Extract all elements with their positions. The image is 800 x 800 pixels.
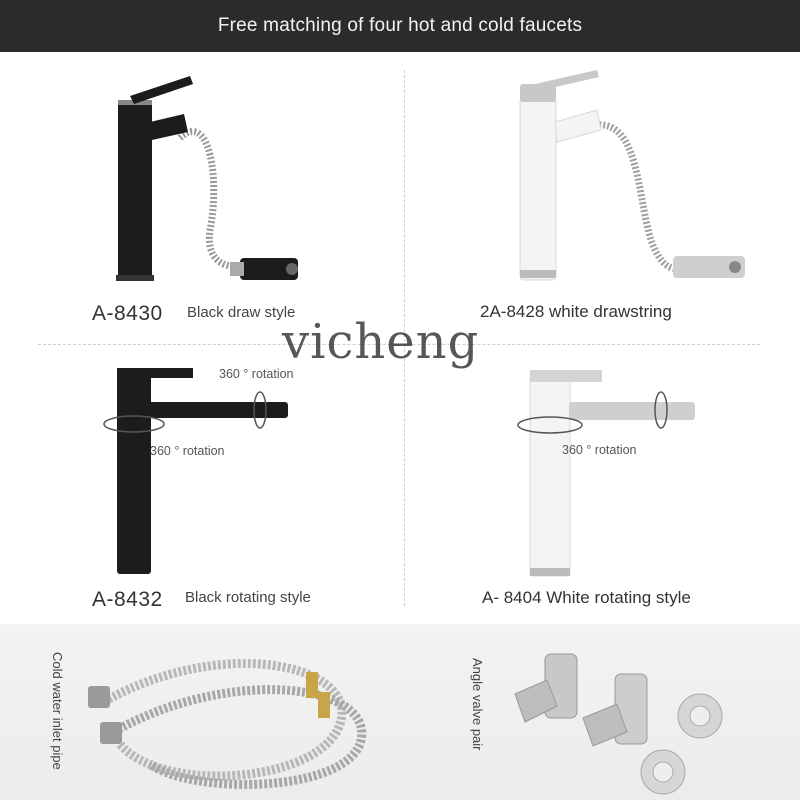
angle-valve-label: Angle valve pair	[470, 658, 485, 751]
product-1-model: A-8430	[92, 302, 163, 325]
product-grid	[0, 52, 800, 624]
accessories-band	[0, 624, 800, 800]
watermark: vicheng	[282, 314, 480, 370]
product-3-rotation-label-top: 360 ° rotation	[219, 367, 294, 381]
header-title: Free matching of four hot and cold faucets	[217, 15, 583, 36]
product-2-caption: 2A-8428 white drawstring	[480, 302, 672, 321]
black-rotating-faucet-image	[100, 364, 300, 579]
product-3-rotation-label-body: 360 ° rotation	[150, 444, 225, 458]
white-pull-out-faucet-image	[505, 70, 755, 290]
angle-valves-image	[505, 634, 735, 794]
white-rotating-faucet-image	[515, 368, 705, 583]
product-4-rotation-label: 360 ° rotation	[562, 443, 637, 457]
black-pull-out-faucet-image	[100, 70, 310, 290]
product-1-style: Black draw style	[187, 304, 296, 321]
braided-inlet-pipes-image	[80, 644, 410, 794]
product-3-style: Black rotating style	[185, 589, 311, 606]
product-3-model: A-8432	[92, 588, 163, 611]
inlet-pipe-label: Cold water inlet pipe	[50, 652, 65, 770]
product-4-caption: A- 8404 White rotating style	[482, 588, 691, 607]
header-bar	[0, 0, 800, 52]
